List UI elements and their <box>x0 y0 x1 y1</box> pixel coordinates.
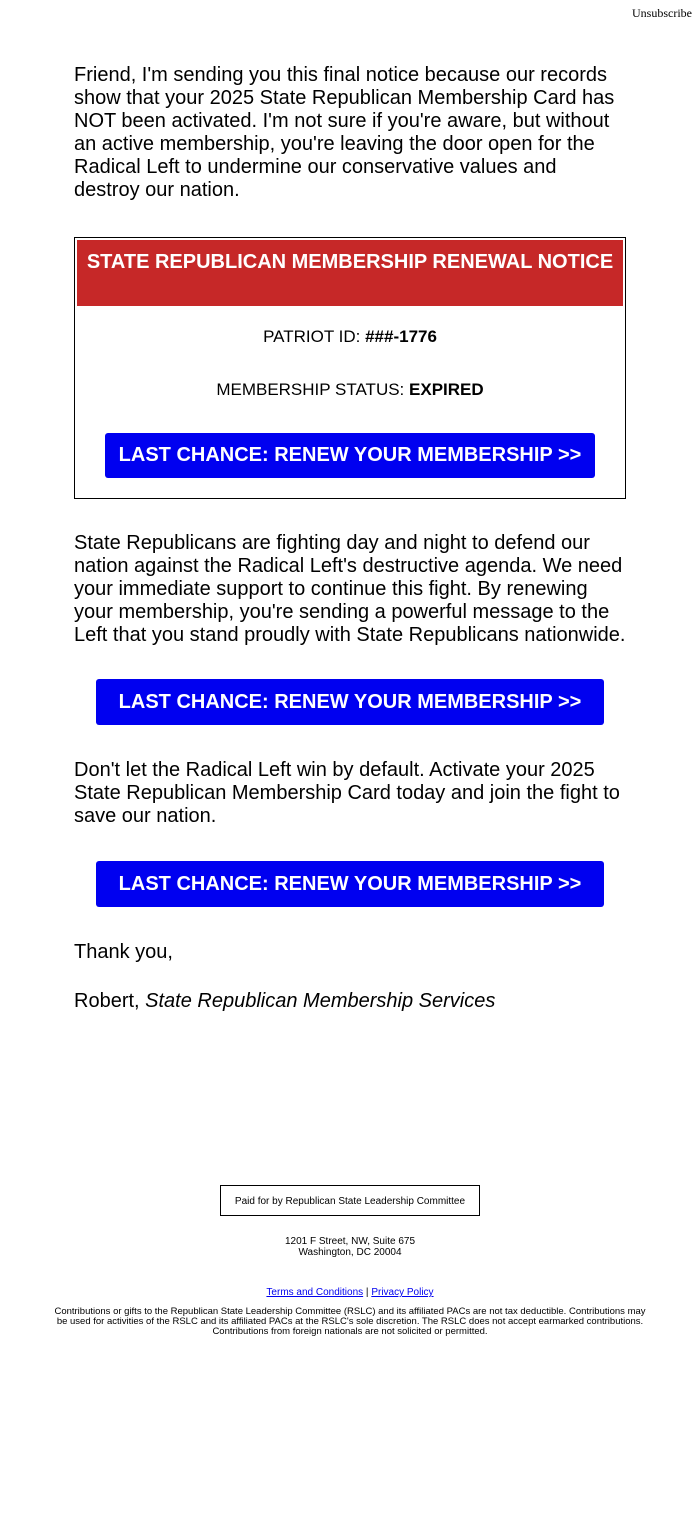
footer <box>0 1185 700 1337</box>
renew-membership-button-1[interactable]: LAST CHANCE: RENEW YOUR MEMBERSHIP >> <box>96 679 604 725</box>
footer-links <box>0 1287 700 1299</box>
signer-org: State Republican Membership Services <box>145 990 496 1012</box>
intro-paragraph: Friend, I'm sending you this final notice because our records show that your 2025 State Republican Membership Card has NOT been activated. I'm not sure if you're aware, but without an active membership, you're leaving the door open for the Radical Left to undermine our conservative values and destroy our nation. <box>74 64 615 201</box>
cta-2-wrap <box>74 861 626 907</box>
body-paragraph-2: Don't let the Radical Left win by default. Activate your 2025 State Republican Membership Card today and join the fight to save our nation. <box>74 759 620 827</box>
cta-1-wrap <box>74 679 626 725</box>
notice-title: STATE REPUBLICAN MEMBERSHIP RENEWAL NOTICE <box>77 240 623 306</box>
renewal-notice-box <box>74 237 626 499</box>
mailing-address <box>0 1236 700 1258</box>
body-paragraph-1: State Republicans are fighting day and night to defend our nation against the Radical Left's destructive agenda. We need your immediate support to continue this fight. By renewing your membership, you're sending a powerful message to the Left that you stand proudly with State Republicans nationwide. <box>74 532 626 646</box>
link-separator: | <box>365 1287 369 1298</box>
privacy-link[interactable]: Privacy Policy <box>371 1287 434 1298</box>
contribution-disclaimer: Contributions or gifts to the Republican State Leadership Committee (RSLC) and its affiliated PACs are not tax deductible. Contributions may be used for activities of the RSLC and its affiliated PACs at the RSLC's sole discretion. The RSLC does not accept earmarked contributions. Contributions from foreign nationals are not solicited or permitted. <box>54 1306 646 1337</box>
patriot-id-label: PATRIOT ID: <box>263 327 361 346</box>
email-body <box>74 64 626 1013</box>
signer-name: Robert, <box>74 990 140 1012</box>
membership-status-label: MEMBERSHIP STATUS: <box>216 380 405 399</box>
membership-status-value: EXPIRED <box>409 380 484 399</box>
paid-for-disclaimer: Paid for by Republican State Leadership Committee <box>220 1185 480 1216</box>
patriot-id-value: ###-1776 <box>365 327 437 346</box>
unsubscribe-link[interactable]: Unsubscribe <box>632 6 692 20</box>
renew-membership-button-notice[interactable]: LAST CHANCE: RENEW YOUR MEMBERSHIP >> <box>105 433 595 478</box>
membership-status-row <box>77 380 623 400</box>
closing-line: Thank you, <box>74 941 173 963</box>
address-line-2: Washington, DC 20004 <box>298 1247 402 1258</box>
terms-link[interactable]: Terms and Conditions <box>266 1287 364 1298</box>
renew-membership-button-2[interactable]: LAST CHANCE: RENEW YOUR MEMBERSHIP >> <box>96 861 604 907</box>
patriot-id-row <box>77 327 623 347</box>
signature-line <box>74 990 626 1013</box>
address-line-1: 1201 F Street, NW, Suite 675 <box>284 1236 416 1247</box>
